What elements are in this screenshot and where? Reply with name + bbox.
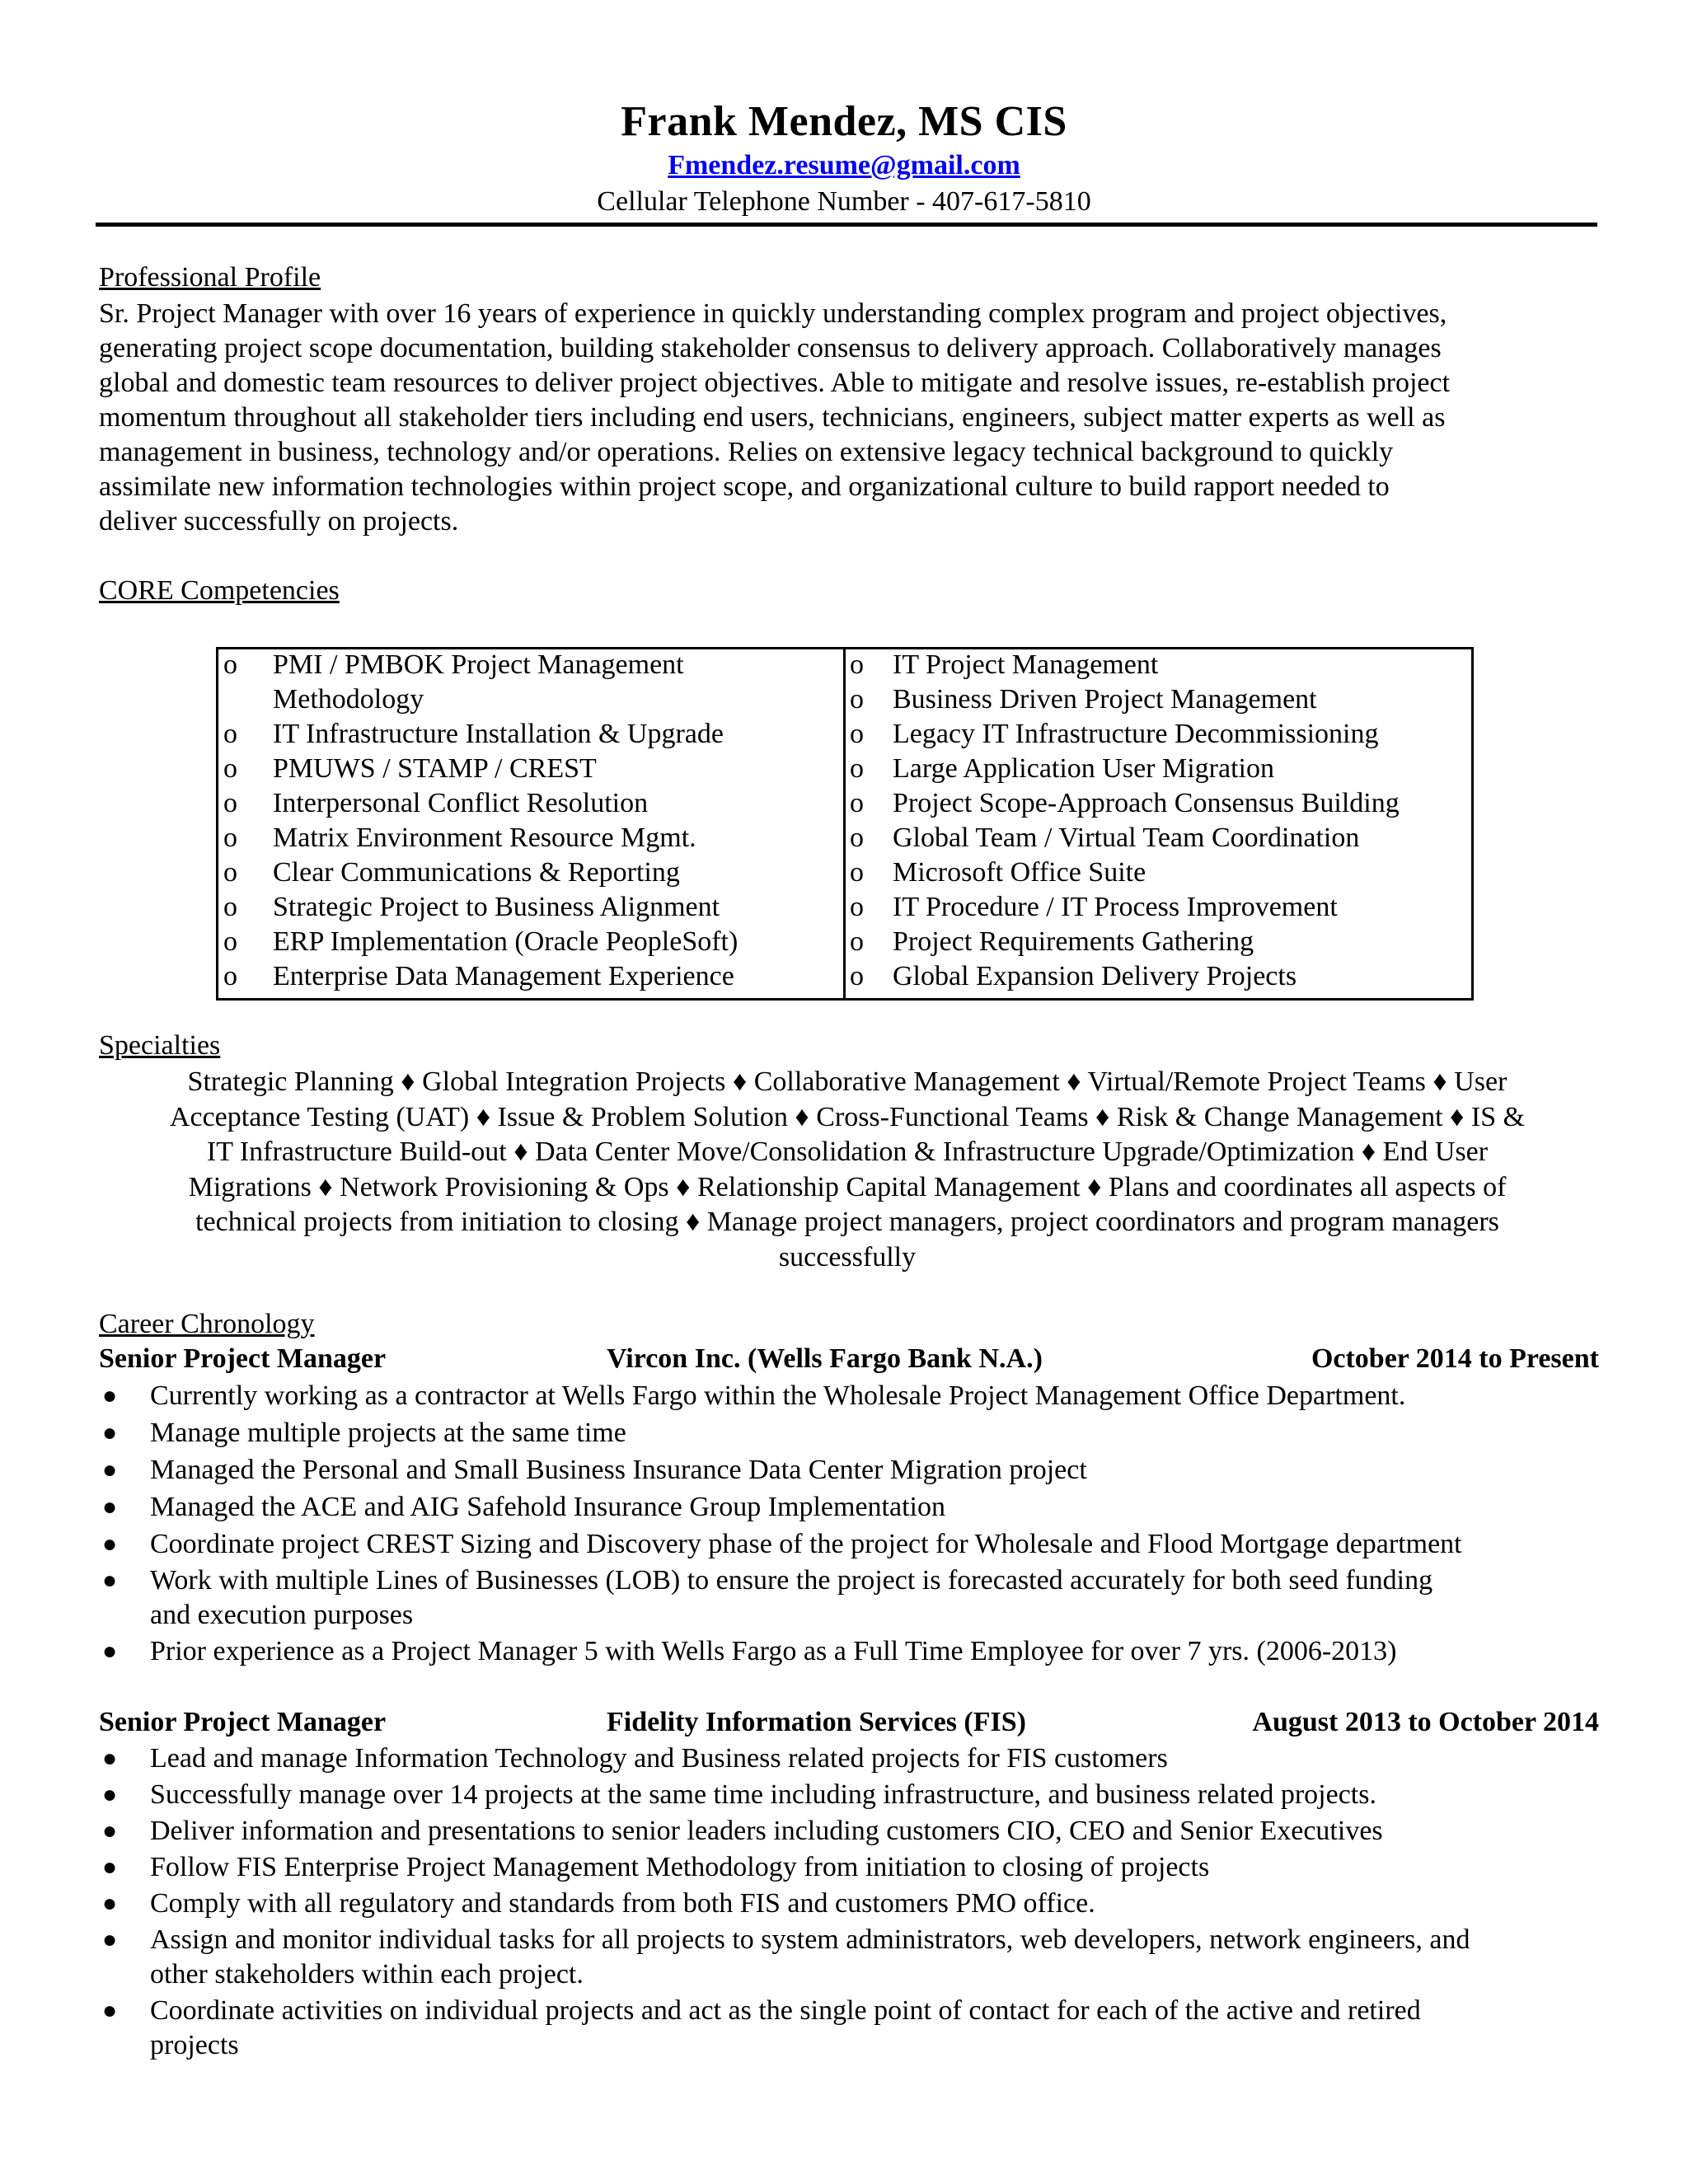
specialties-paragraph	[96, 1065, 1599, 1275]
bullet-icon: ●	[102, 1745, 118, 1772]
list-bullet: o	[850, 961, 864, 991]
list-bullet: o	[850, 684, 864, 715]
profile-line: Sr. Project Manager with over 16 years of experience in quickly understanding complex program and project objectives,	[99, 298, 1447, 329]
phone-number: Cellular Telephone Number - 407-617-5810	[597, 186, 1091, 217]
specialties-line: Migrations ♦ Network Provisioning & Ops ♦ Relationship Capital Management ♦ Plans and coordinates all aspects of	[188, 1171, 1507, 1202]
candidate-name: Frank Mendez, MS CIS	[621, 98, 1067, 145]
bullet-icon: ●	[102, 1419, 118, 1446]
email-link[interactable]: Fmendez.resume@gmail.com	[668, 150, 1020, 180]
career-heading: Career Chronology	[99, 1309, 315, 1339]
table-column-divider	[843, 649, 846, 998]
list-bullet: o	[850, 892, 864, 922]
competency-item: Microsoft Office Suite	[893, 857, 1146, 888]
competency-item: IT Infrastructure Installation & Upgrade	[273, 719, 724, 749]
header-divider	[96, 223, 1597, 227]
job-dates: August 2013 to October 2014	[1252, 1707, 1599, 1737]
list-bullet: o	[223, 892, 237, 922]
list-bullet: o	[223, 719, 237, 749]
competency-item: Interpersonal Conflict Resolution	[273, 788, 649, 818]
list-bullet: o	[223, 857, 237, 888]
profile-line: management in business, technology and/or operations. Relies on extensive legacy technical background to quickly	[99, 437, 1394, 467]
list-bullet: o	[850, 788, 864, 818]
specialties-line: IT Infrastructure Build-out ♦ Data Center Move/Consolidation & Infrastructure Upgrade/Optimization ♦ End User	[206, 1137, 1489, 1167]
competency-item: Large Application User Migration	[893, 753, 1274, 784]
profile-line: global and domestic team resources to deliver project objectives. Able to mitigate and resolve issues, re-establish project	[99, 368, 1451, 398]
job-title: Senior Project Manager	[99, 1343, 387, 1374]
competency-item: Methodology	[273, 684, 424, 715]
bullet-icon: ●	[102, 1456, 118, 1483]
profile-line: momentum throughout all stakeholder tiers including end users, technicians, engineers, subject matter experts as well as	[99, 402, 1446, 433]
specialties-line: Acceptance Testing (UAT) ♦ Issue & Problem Solution ♦ Cross-Functional Teams ♦ Risk & Change Management ♦ IS &	[169, 1101, 1526, 1132]
specialties-line: technical projects from initiation to closing ♦ Manage project managers, project coordinators and program managers	[195, 1207, 1499, 1237]
bullet-text: Deliver information and presentations to senior leaders including customers CIO, CEO and Senior Executives	[150, 1816, 1383, 1846]
bullet-icon: ●	[102, 1781, 118, 1808]
job-title: Senior Project Manager	[99, 1707, 387, 1737]
list-bullet: o	[223, 926, 237, 957]
specialties-line: Strategic Planning ♦ Global Integration Projects ♦ Collaborative Management ♦ Virtual/Remote Project Teams ♦ User	[187, 1066, 1507, 1097]
bullet-text: projects	[150, 2030, 239, 2060]
competency-item: IT Procedure / IT Process Improvement	[893, 892, 1338, 922]
bullet-text: other stakeholders within each project.	[150, 1959, 584, 1990]
bullet-icon: ●	[102, 1493, 118, 1521]
bullet-icon: ●	[102, 1997, 118, 2024]
bullet-text: Follow FIS Enterprise Project Management Methodology from initiation to closing of projects	[150, 1852, 1210, 1882]
list-bullet: o	[850, 823, 864, 853]
competencies-table	[216, 647, 1474, 1001]
bullet-icon: ●	[102, 1817, 118, 1844]
profile-line: deliver successfully on projects.	[99, 506, 459, 537]
list-bullet: o	[223, 961, 237, 991]
bullet-icon: ●	[102, 1382, 118, 1409]
profile-line: assimilate new information technologies within project scope, and organizational culture to build rapport needed to	[99, 471, 1390, 502]
competency-item: Clear Communications & Reporting	[273, 857, 680, 888]
list-bullet: o	[223, 649, 237, 680]
list-bullet: o	[223, 823, 237, 853]
competency-item: PMUWS / STAMP / CREST	[273, 753, 597, 784]
list-bullet: o	[850, 649, 864, 680]
competency-item: Project Scope-Approach Consensus Building	[893, 788, 1400, 818]
bullet-text: Currently working as a contractor at Wells Fargo within the Wholesale Project Management Office Department.	[150, 1380, 1406, 1411]
competency-item: Global Team / Virtual Team Coordination	[893, 823, 1360, 853]
bullet-text: Assign and monitor individual tasks for all projects to system administrators, web developers, network engineers, and	[150, 1924, 1470, 1955]
competency-item: Legacy IT Infrastructure Decommissioning	[893, 719, 1379, 749]
competency-item: Global Expansion Delivery Projects	[893, 961, 1297, 991]
bullet-text: Managed the Personal and Small Business Insurance Data Center Migration project	[150, 1455, 1087, 1485]
bullet-icon: ●	[102, 1567, 118, 1594]
profile-line: generating project scope documentation, building stakeholder consensus to delivery approach. Collaboratively manages	[99, 333, 1442, 363]
competency-item: Business Driven Project Management	[893, 684, 1317, 715]
profile-paragraph	[99, 297, 1599, 539]
bullet-icon: ●	[102, 1854, 118, 1881]
list-bullet: o	[223, 753, 237, 784]
competencies-heading: CORE Competencies	[99, 575, 340, 606]
bullet-text: Lead and manage Information Technology and Business related projects for FIS customers	[150, 1743, 1168, 1774]
competency-item: Enterprise Data Management Experience	[273, 961, 734, 991]
bullet-icon: ●	[102, 1638, 118, 1665]
bullet-text: Work with multiple Lines of Businesses (LOB) to ensure the project is forecasted accurately for both seed funding	[150, 1565, 1433, 1596]
bullet-icon: ●	[102, 1926, 118, 1953]
bullet-icon: ●	[102, 1530, 118, 1558]
job-dates: October 2014 to Present	[1311, 1343, 1599, 1374]
competency-item: IT Project Management	[893, 649, 1159, 680]
bullet-text: Coordinate project CREST Sizing and Discovery phase of the project for Wholesale and Flood Mortgage department	[150, 1529, 1462, 1559]
bullet-text: Comply with all regulatory and standards from both FIS and customers PMO office.	[150, 1888, 1095, 1919]
competency-item: Matrix Environment Resource Mgmt.	[273, 823, 696, 853]
job-company: Fidelity Information Services (FIS)	[607, 1707, 1026, 1737]
list-bullet: o	[850, 857, 864, 888]
competency-item: ERP Implementation (Oracle PeopleSoft)	[273, 926, 738, 957]
bullet-text: Managed the ACE and AIG Safehold Insurance Group Implementation	[150, 1492, 945, 1522]
specialties-line: successfully	[778, 1241, 917, 1272]
bullet-text: Manage multiple projects at the same time	[150, 1418, 626, 1448]
bullet-icon: ●	[102, 1890, 118, 1917]
bullet-text: Coordinate activities on individual projects and act as the single point of contact for each of the active and retired	[150, 1995, 1421, 2026]
job-company: Vircon Inc. (Wells Fargo Bank N.A.)	[607, 1343, 1043, 1374]
list-bullet: o	[850, 926, 864, 957]
competency-item: Project Requirements Gathering	[893, 926, 1254, 957]
list-bullet: o	[850, 719, 864, 749]
bullet-text: Successfully manage over 14 projects at the same time including infrastructure, and business related projects.	[150, 1779, 1376, 1810]
competency-item: Strategic Project to Business Alignment	[273, 892, 720, 922]
list-bullet: o	[850, 753, 864, 784]
bullet-text: Prior experience as a Project Manager 5 with Wells Fargo as a Full Time Employee for over 7 yrs. (2006-2013)	[150, 1636, 1397, 1666]
list-bullet: o	[223, 788, 237, 818]
specialties-heading: Specialties	[99, 1030, 221, 1061]
profile-heading: Professional Profile	[99, 262, 321, 293]
bullet-text: and execution purposes	[150, 1600, 414, 1630]
competency-item: PMI / PMBOK Project Management	[273, 649, 684, 680]
